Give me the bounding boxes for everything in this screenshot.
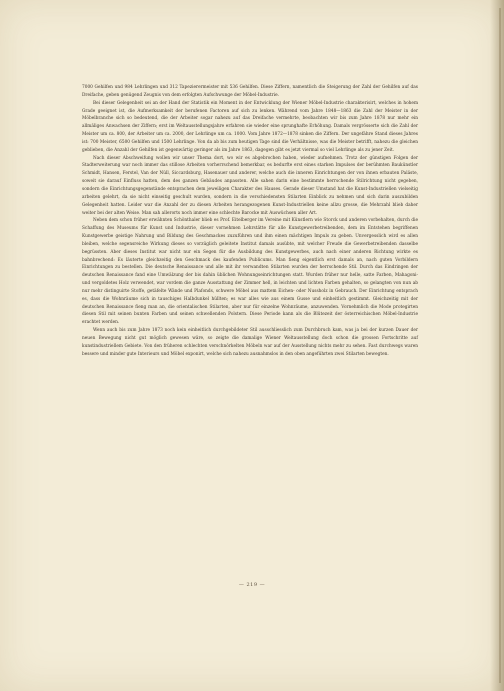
body-text [82,84,418,359]
paragraph: Bei dieser Gelegenheit sei an der Hand der Statistik ein Moment in der Entwicklung der Wiener Möbel-Industrie charakterisirt, welches in hohem Grade geeignet ist, die Aufmerksamkeit der berufenen Factoren auf sich zu lenken. Während vom Jahre 1848—1863 die Zahl der Meister in der Möbelbranche sich so bedeutend, die der Arbeiter sogar nahezu auf das Dreifache vermehrte, beobachten wir bis zum Jahre 1878 nur mehr ein allmäliges Anwachsen der Ziffern; erst im Weltausstellungsjahre erfahren sie wieder eine sprunghafte Erhöhung. Damals vergrösserte sich die Zahl der Meister um ca. 800, der Arbeiter um ca. 2000, der Lehrlinge um ca. 1000. Vom Jahre 1872—1878 sinken die Ziffern. Der ungefähre Stand dieses Jahres ist: 700 Meister, 6500 Gehilfen und 1500 Lehrlinge. Von da ab bis zum heutigen Tage sind die Verhältnisse, was die Meister betrifft, nahezu die gleichen geblieben, die Anzahl der Gehilfen ist gegenwärtig geringer als im Jahre 1863, dagegen gibt es jetzt viermal so viel Lehrlinge als zu jener Zeit. [82,100,418,153]
paragraph: Nach dieser Abschweifung wollen wir unser Thema dort, wo wir es abgebrochen haben, wieder aufnehmen. Trotz der günstigen Folgen der Stadterweiterung war noch immer das stillose Arbeiten vorherrschend bemerkbar, es bedurfte erst eines starken Impulses der berühmten Baukünstler Schmidt, Hansen, Ferstel, Van der Nüll, Siccardsburg, Hasenauer und anderer, welche auch die inneren Einrichtungen der von ihnen erbauten Paläste, soweit sie darauf Einfluss hatten, dem des ganzen Gebäudes anpassten. Alle sahen darin eine bestimmte herrschende Stilrichtung nicht gegeben, sondern die Einrichtungsgegenstände entsprachen dem jeweiligen Charakter des Hauses. Gerade dieser Umstand hat die Kunst-Industriellen vielseitig arbeiten gelehrt, da sie nicht einseitig geschult wurden, sondern in die verschiedensten Stilarten Einblick zu nehmen und sich darin auszubilden Gelegenheit hatten. Leider war die Anzahl der zu diesen Arbeiten herangezogenen Kunst-Industriellen keine allzu grosse, die Mehrzahl blieb daher weiter bei der alten Weise. Man sah allerorts noch immer eine schlechte Barocke mit Auswüchsen aller Art. [82,155,418,216]
page-number: — 219 — [238,582,266,588]
paragraph: Wenn auch bis zum Jahre 1873 noch kein einheitlich durchgebildeter Stil ausschliesslich zum Durchbruch kam, was ja bei der kurzen Dauer der neuen Bewegung nicht gut möglich gewesen wäre, so zeigte die damalige Wiener Weltausstellung doch schon die grossen Fortschritte auf kunstindustriellem Gebiete. Von den früheren schlechten verschnörkelten Möbeln war auf der Ausstellung nichts mehr zu sehen. Fast durchwegs waren bessere und minder gute Interieurs und Möbel exponirt, welche sich nahezu ausnahmslos in den oben angeführten zwei Stilarten bewegten. [82,328,418,357]
paragraph: Neben dem schon früher erwähnten Schönthaler blieb es Prof. Eitelberger im Vereine mit Künstlern wie Storck und anderen vorbehalten, durch die Schaffung des Museums für Kunst und Industrie, dieser vornehmen Lehrstätte für alle Kunstgewerbetreibenden, dem im Entstehen begriffenen Kunstgewerbe geistige Nahrung und Bildung des Geschmackes zuzuführen und ihm einen mächtigen Impuls zu geben. Unvergesslich wird es allen bleiben, welche segensreiche Wirkung dieses so vorzüglich geleitete Institut damals ausübte, mit welcher Freude die Gewerbetreibenden dasselbe begrüssten. Aber dieses Institut war nicht nur ein Segen für die Ausbildung des Kunstgewerbes, auch nach einer anderen Richtung wirkte es bahnbrechend: Es läuterte gleichzeitig den Geschmack des kaufenden Publicums. Man fieng eigentlich erst damals an, nach guten Vorbildern Einrichtungen zu bestellen. Die deutsche Renaissance und alle mit ihr verwandten Stilarten wurden der herrschende Stil. Durch das Eindringen der deutschen Renaissance fand eine Umwälzung der bis dahin üblichen Wohnungseinrichtungen statt. Wurden früher nur helle, satte Farben, Mahagoni- und vergoldetes Holz verwendet, war vordem die ganze Ausstattung der Zimmer hell, in leichten und lichten Farben gehalten, so gelangten von nun ab nur mehr distinguirte Stoffe, getäfelte Wände und Plafonds, schwere Möbel aus mattem Eichen- oder Nussholz in Gebrauch. Der Einrichtung entsprach es, dass die Wohnräume sich in tauschiges Halbdunkel hüllten; es war alles wie aus einem Gusse und einheitlich gestimmt. Gleichzeitig mit der deutschen Renaissance fieng man an, die orientalischen Stilarten, aber nur für einzelne Wohnräume, anzuwenden. Vornehmlich die Mode protegirten diesen Stil mit seinen bunten Farben und seinen schwellenden Polstern. Diese Periode kann als die Blütezeit der österreichischen Möbel-Industrie erachtet werden. [82,218,418,326]
paragraph: 7000 Gehilfen und 984 Lehrlingen und 312 Tapezierermeister mit 536 Gehilfen. Diese Ziffern, namentlich die Steigerung der Zahl der Gehilfen auf das Dreifache, geben genügend Zeugnis von dem erfolgten Aufschwunge der Möbel-Industrie. [82,85,418,98]
page-edge [499,8,501,683]
